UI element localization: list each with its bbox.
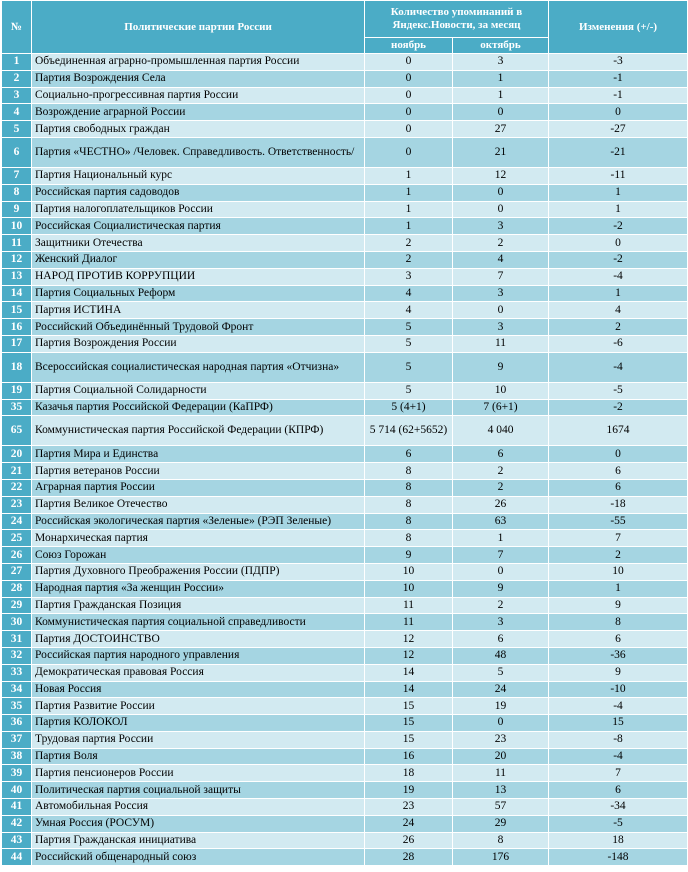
row-number: 44 xyxy=(2,849,32,866)
row-number: 25 xyxy=(2,530,32,547)
party-name: Союз Горожан xyxy=(32,547,365,564)
row-number: 5 xyxy=(2,121,32,138)
november-count: 1 xyxy=(365,167,453,184)
row-number: 42 xyxy=(2,815,32,832)
table-row xyxy=(2,235,688,252)
november-count: 8 xyxy=(365,513,453,530)
party-name: Партия Мира и Единства xyxy=(32,446,365,463)
table-row xyxy=(2,832,688,849)
november-count: 11 xyxy=(365,597,453,614)
party-name: Партия КОЛОКОЛ xyxy=(32,715,365,732)
table-row xyxy=(2,87,688,104)
table-row xyxy=(2,201,688,218)
november-count: 5 xyxy=(365,319,453,336)
october-count: 3 xyxy=(453,285,549,302)
table-row xyxy=(2,748,688,765)
november-count: 12 xyxy=(365,647,453,664)
november-count: 5 xyxy=(365,335,453,352)
table-row xyxy=(2,664,688,681)
party-name: Партия Социальной Солидарности xyxy=(32,382,365,399)
november-count: 8 xyxy=(365,530,453,547)
table-row xyxy=(2,319,688,336)
party-name: Партия Возрождения Села xyxy=(32,70,365,87)
october-count: 4 xyxy=(453,251,549,268)
change-value: 0 xyxy=(549,104,688,121)
table-row xyxy=(2,530,688,547)
table-row xyxy=(2,121,688,138)
october-count: 2 xyxy=(453,597,549,614)
change-value: -3 xyxy=(549,54,688,71)
november-count: 0 xyxy=(365,137,453,167)
party-name: Партия Духовного Преображения России (ПДПР) xyxy=(32,563,365,580)
change-value: 2 xyxy=(549,319,688,336)
november-count: 0 xyxy=(365,104,453,121)
table-row xyxy=(2,382,688,399)
change-value: -34 xyxy=(549,799,688,816)
party-name: Партия Воля xyxy=(32,748,365,765)
table-row xyxy=(2,799,688,816)
october-count: 11 xyxy=(453,765,549,782)
change-value: -4 xyxy=(549,268,688,285)
header-october: октябрь xyxy=(453,38,549,54)
october-count: 176 xyxy=(453,849,549,866)
table-row xyxy=(2,849,688,866)
change-value: 1 xyxy=(549,580,688,597)
row-number: 30 xyxy=(2,614,32,631)
table-row xyxy=(2,647,688,664)
change-value: -1 xyxy=(549,87,688,104)
october-count: 0 xyxy=(453,715,549,732)
november-count: 15 xyxy=(365,698,453,715)
november-count: 8 xyxy=(365,463,453,480)
party-name: Народная партия «За женщин России» xyxy=(32,580,365,597)
row-number: 24 xyxy=(2,513,32,530)
party-name: Российская экологическая партия «Зеленые» (РЭП Зеленые) xyxy=(32,513,365,530)
table-row xyxy=(2,70,688,87)
party-name: НАРОД ПРОТИВ КОРРУПЦИИ xyxy=(32,268,365,285)
party-name: Российская партия народного управления xyxy=(32,647,365,664)
header-party: Политические партии России xyxy=(32,1,365,54)
october-count: 8 xyxy=(453,832,549,849)
october-count: 0 xyxy=(453,302,549,319)
october-count: 2 xyxy=(453,463,549,480)
party-name: Трудовая партия России xyxy=(32,731,365,748)
november-count: 14 xyxy=(365,681,453,698)
row-number: 3 xyxy=(2,87,32,104)
november-count: 14 xyxy=(365,664,453,681)
party-name: Партия ДОСТОИНСТВО xyxy=(32,631,365,648)
october-count: 20 xyxy=(453,748,549,765)
change-value: -4 xyxy=(549,748,688,765)
change-value: 15 xyxy=(549,715,688,732)
party-name: Защитники Отечества xyxy=(32,235,365,252)
table-row xyxy=(2,715,688,732)
row-number: 21 xyxy=(2,463,32,480)
october-count: 9 xyxy=(453,580,549,597)
table-row xyxy=(2,399,688,416)
october-count: 2 xyxy=(453,479,549,496)
november-count: 5 714 (62+5652) xyxy=(365,416,453,446)
row-number: 15 xyxy=(2,302,32,319)
table-row xyxy=(2,416,688,446)
table-row xyxy=(2,218,688,235)
table-row xyxy=(2,496,688,513)
november-count: 15 xyxy=(365,731,453,748)
party-name: Партия ветеранов России xyxy=(32,463,365,480)
table-row xyxy=(2,104,688,121)
table-row xyxy=(2,614,688,631)
change-value: 8 xyxy=(549,614,688,631)
change-value: -27 xyxy=(549,121,688,138)
party-name: Российский общенародный союз xyxy=(32,849,365,866)
october-count: 27 xyxy=(453,121,549,138)
october-count: 21 xyxy=(453,137,549,167)
table-row xyxy=(2,479,688,496)
row-number: 35 xyxy=(2,399,32,416)
october-count: 19 xyxy=(453,698,549,715)
party-name: Коммунистическая партия социальной справедливости xyxy=(32,614,365,631)
change-value: -36 xyxy=(549,647,688,664)
row-number: 17 xyxy=(2,335,32,352)
change-value: 1674 xyxy=(549,416,688,446)
row-number: 13 xyxy=(2,268,32,285)
november-count: 0 xyxy=(365,121,453,138)
row-number: 23 xyxy=(2,496,32,513)
table-row xyxy=(2,137,688,167)
change-value: -55 xyxy=(549,513,688,530)
november-count: 1 xyxy=(365,218,453,235)
november-count: 3 xyxy=(365,268,453,285)
party-name: Российский Объединённый Трудовой Фронт xyxy=(32,319,365,336)
change-value: -10 xyxy=(549,681,688,698)
october-count: 4 040 xyxy=(453,416,549,446)
row-number: 7 xyxy=(2,167,32,184)
november-count: 19 xyxy=(365,782,453,799)
november-count: 2 xyxy=(365,251,453,268)
october-count: 1 xyxy=(453,87,549,104)
november-count: 15 xyxy=(365,715,453,732)
november-count: 9 xyxy=(365,547,453,564)
october-count: 11 xyxy=(453,335,549,352)
party-name: Партия «ЧЕСТНО» /Человек. Справедливость. Ответственность/ xyxy=(32,137,365,167)
table-row xyxy=(2,285,688,302)
change-value: -8 xyxy=(549,731,688,748)
table-row xyxy=(2,513,688,530)
october-count: 63 xyxy=(453,513,549,530)
october-count: 9 xyxy=(453,352,549,382)
november-count: 6 xyxy=(365,446,453,463)
row-number: 38 xyxy=(2,748,32,765)
october-count: 48 xyxy=(453,647,549,664)
table-row xyxy=(2,782,688,799)
change-value: -4 xyxy=(549,352,688,382)
change-value: -21 xyxy=(549,137,688,167)
row-number: 4 xyxy=(2,104,32,121)
row-number: 12 xyxy=(2,251,32,268)
october-count: 3 xyxy=(453,218,549,235)
row-number: 16 xyxy=(2,319,32,336)
october-count: 26 xyxy=(453,496,549,513)
party-name: Казачья партия Российской Федерации (КаПРФ) xyxy=(32,399,365,416)
table-row xyxy=(2,446,688,463)
table-row xyxy=(2,335,688,352)
party-name: Автомобильная Россия xyxy=(32,799,365,816)
row-number: 65 xyxy=(2,416,32,446)
october-count: 0 xyxy=(453,104,549,121)
table-row xyxy=(2,563,688,580)
november-count: 4 xyxy=(365,285,453,302)
table-row xyxy=(2,698,688,715)
row-number: 14 xyxy=(2,285,32,302)
october-count: 6 xyxy=(453,446,549,463)
november-count: 8 xyxy=(365,479,453,496)
change-value: 1 xyxy=(549,184,688,201)
change-value: 1 xyxy=(549,285,688,302)
row-number: 33 xyxy=(2,664,32,681)
october-count: 0 xyxy=(453,563,549,580)
october-count: 0 xyxy=(453,201,549,218)
row-number: 2 xyxy=(2,70,32,87)
october-count: 1 xyxy=(453,530,549,547)
row-number: 41 xyxy=(2,799,32,816)
october-count: 6 xyxy=(453,631,549,648)
row-number: 6 xyxy=(2,137,32,167)
party-name: Российская партия садоводов xyxy=(32,184,365,201)
october-count: 2 xyxy=(453,235,549,252)
header-november: ноябрь xyxy=(365,38,453,54)
row-number: 37 xyxy=(2,731,32,748)
party-name: Партия Национальный курс xyxy=(32,167,365,184)
row-number: 22 xyxy=(2,479,32,496)
party-name: Партия Возрождения России xyxy=(32,335,365,352)
november-count: 5 xyxy=(365,352,453,382)
row-number: 18 xyxy=(2,352,32,382)
table-row xyxy=(2,580,688,597)
header-change: Изменения (+/-) xyxy=(549,1,688,54)
change-value: 18 xyxy=(549,832,688,849)
change-value: -5 xyxy=(549,382,688,399)
change-value: -2 xyxy=(549,251,688,268)
november-count: 11 xyxy=(365,614,453,631)
party-name: Партия налогоплательщиков России xyxy=(32,201,365,218)
november-count: 4 xyxy=(365,302,453,319)
october-count: 3 xyxy=(453,319,549,336)
october-count: 57 xyxy=(453,799,549,816)
change-value: -18 xyxy=(549,496,688,513)
party-name: Демократическая правовая Россия xyxy=(32,664,365,681)
october-count: 1 xyxy=(453,70,549,87)
october-count: 7 xyxy=(453,547,549,564)
change-value: -11 xyxy=(549,167,688,184)
party-name: Монархическая партия xyxy=(32,530,365,547)
change-value: -2 xyxy=(549,399,688,416)
table-row xyxy=(2,167,688,184)
november-count: 2 xyxy=(365,235,453,252)
table-row xyxy=(2,302,688,319)
party-name: Партия Развитие России xyxy=(32,698,365,715)
table-row xyxy=(2,815,688,832)
party-name: Коммунистическая партия Российской Федерации (КПРФ) xyxy=(32,416,365,446)
row-number: 8 xyxy=(2,184,32,201)
november-count: 10 xyxy=(365,563,453,580)
party-name: Социально-прогрессивная партия России xyxy=(32,87,365,104)
row-number: 28 xyxy=(2,580,32,597)
party-name: Женский Диалог xyxy=(32,251,365,268)
row-number: 35 xyxy=(2,698,32,715)
row-number: 20 xyxy=(2,446,32,463)
table-row xyxy=(2,631,688,648)
party-name: Всероссийская социалистическая народная партия «Отчизна» xyxy=(32,352,365,382)
table-row xyxy=(2,597,688,614)
change-value: 10 xyxy=(549,563,688,580)
change-value: 0 xyxy=(549,235,688,252)
party-name: Партия свободных граждан xyxy=(32,121,365,138)
october-count: 24 xyxy=(453,681,549,698)
table-row xyxy=(2,54,688,71)
november-count: 0 xyxy=(365,54,453,71)
row-number: 43 xyxy=(2,832,32,849)
change-value: -5 xyxy=(549,815,688,832)
november-count: 5 (4+1) xyxy=(365,399,453,416)
october-count: 5 xyxy=(453,664,549,681)
table-row xyxy=(2,547,688,564)
row-number: 40 xyxy=(2,782,32,799)
party-name: Возрождение аграрной России xyxy=(32,104,365,121)
october-count: 10 xyxy=(453,382,549,399)
change-value: 9 xyxy=(549,597,688,614)
row-number: 26 xyxy=(2,547,32,564)
november-count: 8 xyxy=(365,496,453,513)
change-value: 7 xyxy=(549,530,688,547)
row-number: 10 xyxy=(2,218,32,235)
change-value: -148 xyxy=(549,849,688,866)
party-name: Партия ИСТИНА xyxy=(32,302,365,319)
header-mentions: Количество упоминаний в Яндекс.Новости, за месяц xyxy=(365,1,549,38)
change-value: 0 xyxy=(549,446,688,463)
change-value: 6 xyxy=(549,631,688,648)
change-value: 6 xyxy=(549,463,688,480)
change-value: -1 xyxy=(549,70,688,87)
party-name: Партия Гражданская Позиция xyxy=(32,597,365,614)
november-count: 26 xyxy=(365,832,453,849)
change-value: 2 xyxy=(549,547,688,564)
row-number: 9 xyxy=(2,201,32,218)
party-name: Партия пенсионеров России xyxy=(32,765,365,782)
party-name: Политическая партия социальной защиты xyxy=(32,782,365,799)
october-count: 13 xyxy=(453,782,549,799)
change-value: 1 xyxy=(549,201,688,218)
party-name: Партия Великое Отечество xyxy=(32,496,365,513)
party-name: Новая Россия xyxy=(32,681,365,698)
change-value: -6 xyxy=(549,335,688,352)
table-row xyxy=(2,251,688,268)
change-value: -2 xyxy=(549,218,688,235)
table-row xyxy=(2,463,688,480)
row-number: 31 xyxy=(2,631,32,648)
party-name: Аграрная партия России xyxy=(32,479,365,496)
november-count: 5 xyxy=(365,382,453,399)
change-value: 6 xyxy=(549,782,688,799)
november-count: 16 xyxy=(365,748,453,765)
november-count: 18 xyxy=(365,765,453,782)
party-name: Партия Социальных Реформ xyxy=(32,285,365,302)
table-row xyxy=(2,352,688,382)
november-count: 1 xyxy=(365,184,453,201)
change-value: 6 xyxy=(549,479,688,496)
table-row xyxy=(2,268,688,285)
october-count: 3 xyxy=(453,614,549,631)
october-count: 12 xyxy=(453,167,549,184)
change-value: 9 xyxy=(549,664,688,681)
november-count: 10 xyxy=(365,580,453,597)
party-name: Российская Социалистическая партия xyxy=(32,218,365,235)
table-row xyxy=(2,765,688,782)
change-value: 7 xyxy=(549,765,688,782)
row-number: 1 xyxy=(2,54,32,71)
table-row xyxy=(2,184,688,201)
header-num: № xyxy=(2,1,32,54)
october-count: 29 xyxy=(453,815,549,832)
row-number: 27 xyxy=(2,563,32,580)
parties-table xyxy=(1,0,688,866)
november-count: 24 xyxy=(365,815,453,832)
row-number: 19 xyxy=(2,382,32,399)
row-number: 32 xyxy=(2,647,32,664)
change-value: 4 xyxy=(549,302,688,319)
october-count: 7 xyxy=(453,268,549,285)
november-count: 28 xyxy=(365,849,453,866)
october-count: 23 xyxy=(453,731,549,748)
row-number: 34 xyxy=(2,681,32,698)
row-number: 39 xyxy=(2,765,32,782)
row-number: 29 xyxy=(2,597,32,614)
october-count: 3 xyxy=(453,54,549,71)
party-name: Объединенная аграрно-промышленная партия России xyxy=(32,54,365,71)
row-number: 36 xyxy=(2,715,32,732)
table-body xyxy=(2,54,688,866)
change-value: -4 xyxy=(549,698,688,715)
october-count: 0 xyxy=(453,184,549,201)
november-count: 0 xyxy=(365,70,453,87)
november-count: 12 xyxy=(365,631,453,648)
november-count: 23 xyxy=(365,799,453,816)
row-number: 11 xyxy=(2,235,32,252)
november-count: 0 xyxy=(365,87,453,104)
party-name: Умная Россия (РОСУМ) xyxy=(32,815,365,832)
november-count: 1 xyxy=(365,201,453,218)
october-count: 7 (6+1) xyxy=(453,399,549,416)
table-row xyxy=(2,731,688,748)
party-name: Партия Гражданская инициатива xyxy=(32,832,365,849)
table-row xyxy=(2,681,688,698)
